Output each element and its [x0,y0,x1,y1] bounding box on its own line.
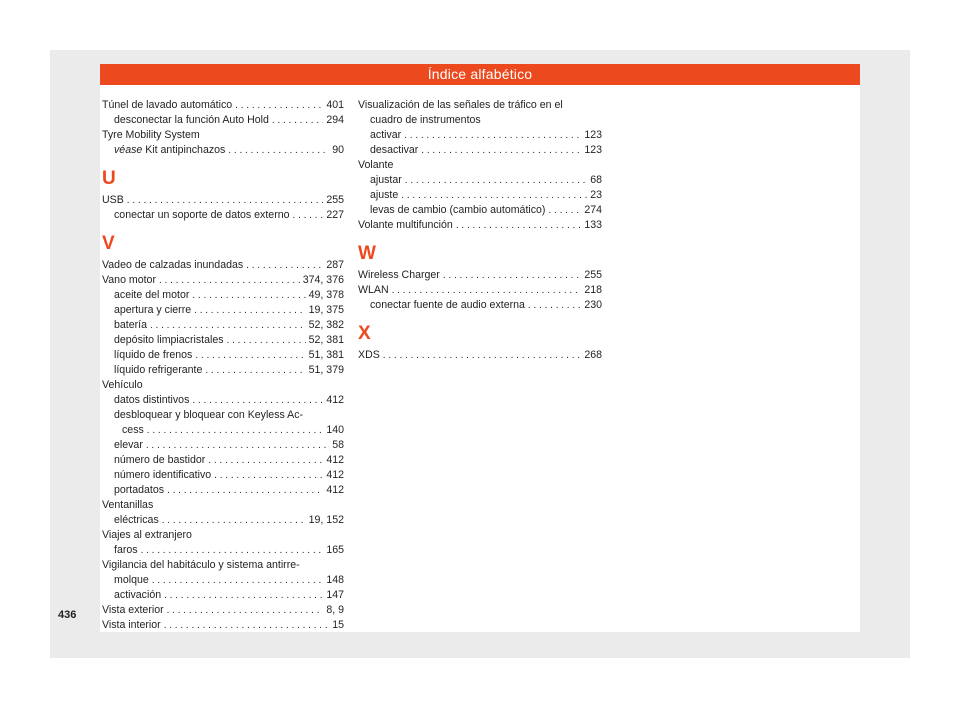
leader-dots [421,143,581,158]
entry-pages: 52, 382 [308,319,344,331]
entry-pages: 255 [584,269,602,281]
index-entry [102,273,344,288]
leader-dots [162,513,306,528]
entry-pages: 58 [332,439,344,451]
entry-term: apertura y cierre [114,304,192,316]
index-subentry [358,173,602,188]
entry-term: depósito limpiacristales [114,334,224,346]
leader-dots [195,348,305,363]
entry-term: molque [114,574,149,586]
index-subentry [102,468,344,483]
entry-term: USB [102,194,124,206]
index-subentry [102,303,344,318]
leader-dots [548,203,581,218]
entry-term: Vano motor [102,274,156,286]
entry-pages: 19, 375 [308,304,344,316]
leader-dots [192,288,305,303]
leader-dots [383,348,582,363]
leader-dots [392,283,582,298]
entry-pages: 52, 381 [308,334,344,346]
entry-term: Vista interior [102,619,161,631]
index-entry [358,268,602,283]
index-subentry [358,298,602,313]
index-entry [102,98,344,113]
entry-term: elevar [114,439,143,451]
entry-pages: 49, 378 [308,289,344,301]
index-heading: Viajes al extranjero [102,529,192,541]
entry-term: Wireless Charger [358,269,440,281]
section-letter-u: U [102,168,116,189]
entry-term: activación [114,589,162,601]
index-subentry [102,208,344,223]
leader-dots [146,438,329,453]
leader-dots [194,303,306,318]
leader-dots [167,603,324,618]
entry-term: Volante multifunción [358,219,453,231]
entry-pages: 68 [590,174,602,186]
index-subentry [358,203,602,218]
entry-pages: 412 [326,484,344,496]
entry-pages: 412 [326,454,344,466]
entry-term: activar [370,129,402,141]
index-entry [102,603,344,618]
section-letter-v: V [102,233,115,254]
entry-term: datos distintivos [114,394,190,406]
leader-dots [528,298,581,313]
leader-dots [214,468,323,483]
entry-term: XDS [358,349,380,361]
entry-pages: 268 [584,349,602,361]
index-entry-continuation [102,573,344,588]
page-title: Índice alfabético [427,66,533,82]
leader-dots [164,588,323,603]
leader-dots [159,273,300,288]
entry-pages: 230 [584,299,602,311]
entry-term: Vista exterior [102,604,164,616]
index-subentry [102,513,344,528]
entry-pages: 51, 381 [308,349,344,361]
leader-dots [167,483,323,498]
leader-dots [404,128,581,143]
entry-pages: 165 [326,544,344,556]
entry-pages: 412 [326,394,344,406]
index-subentry [102,438,344,453]
entry-pages: 140 [326,424,344,436]
entry-pages: 218 [584,284,602,296]
index-subentry-continuation [102,423,344,438]
index-subentry [102,113,344,128]
index-heading: Ventanillas [102,499,154,511]
entry-term: ajustar [370,174,402,186]
entry-pages: 148 [326,574,344,586]
see-reference: véase [114,144,143,156]
entry-term: conectar fuente de audio externa [370,299,525,311]
entry-pages: 123 [584,129,602,141]
entry-term: Túnel de lavado automático [102,99,233,111]
leader-dots [208,453,323,468]
leader-dots [456,218,581,233]
entry-pages: 412 [326,469,344,481]
entry-term: batería [114,319,147,331]
entry-term: Kit antipinchazos [145,144,226,156]
leader-dots [443,268,581,283]
leader-dots [401,188,587,203]
entry-pages: 51, 379 [308,364,344,376]
entry-term: líquido de frenos [114,349,193,361]
index-subentry [358,143,602,158]
entry-pages: 227 [326,209,344,221]
section-letter-w: W [358,243,376,264]
index-entry [358,218,602,233]
entry-pages: 133 [584,219,602,231]
index-subentry [102,348,344,363]
entry-term: conectar un soporte de datos externo [114,209,290,221]
index-column-right [358,98,602,363]
entry-pages: 15 [332,619,344,631]
entry-term: Vadeo de calzadas inundadas [102,259,244,271]
entry-pages: 19, 152 [308,514,344,526]
page-number: 436 [58,609,77,621]
index-entry [358,283,602,298]
entry-pages: 90 [332,144,344,156]
leader-dots [235,98,323,113]
leader-dots [150,318,306,333]
index-entry [102,258,344,273]
index-heading: Tyre Mobility System [102,129,200,141]
index-subentry [102,143,344,158]
index-subentry [102,588,344,603]
leader-dots [147,423,324,438]
entry-term: cess [122,424,144,436]
entry-term: levas de cambio (cambio automático) [370,204,546,216]
leader-dots [192,393,323,408]
index-subentry [102,318,344,333]
entry-pages: 123 [584,144,602,156]
entry-pages: 294 [326,114,344,126]
leader-dots [405,173,587,188]
leader-dots [228,143,329,158]
entry-pages: 401 [326,99,344,111]
index-subentry [102,543,344,558]
leader-dots [152,573,324,588]
index-subentry [102,288,344,303]
index-column-left [102,98,344,633]
index-entry [358,348,602,363]
entry-term: portadatos [114,484,165,496]
index-subentry-wrapped: desbloquear y bloquear con Keyless Ac- [114,409,304,421]
index-heading: Volante [358,159,394,171]
index-subentry [102,393,344,408]
index-subentry [358,188,602,203]
entry-pages: 374, 376 [302,274,344,286]
entry-term: WLAN [358,284,389,296]
leader-dots [164,618,330,633]
entry-pages: 8, 9 [326,604,344,616]
header-bar [100,64,860,85]
index-entry [102,193,344,208]
section-letter-x: X [358,323,371,344]
leader-dots [141,543,324,558]
index-subentry [102,333,344,348]
index-heading: Vehículo [102,379,143,391]
leader-dots [272,113,323,128]
entry-term: aceite del motor [114,289,190,301]
leader-dots [246,258,323,273]
entry-pages: 255 [326,194,344,206]
index-heading-continuation: cuadro de instrumentos [370,114,481,126]
entry-pages: 23 [590,189,602,201]
entry-pages: 147 [326,589,344,601]
entry-term: desconectar la función Auto Hold [114,114,269,126]
index-heading: Vigilancia del habitáculo y sistema antirre- [102,559,300,571]
entry-term: número de bastidor [114,454,206,466]
entry-term: ajuste [370,189,399,201]
index-subentry [102,483,344,498]
entry-term: desactivar [370,144,419,156]
leader-dots [293,208,324,223]
leader-dots [205,363,305,378]
entry-term: faros [114,544,138,556]
index-heading: Visualización de las señales de tráfico en el [358,99,563,111]
index-subentry [102,363,344,378]
entry-pages: 274 [584,204,602,216]
entry-term: número identificativo [114,469,212,481]
index-subentry [358,128,602,143]
index-entry [102,618,344,633]
entry-term: líquido refrigerante [114,364,203,376]
entry-term: eléctricas [114,514,159,526]
leader-dots [227,333,306,348]
entry-pages: 287 [326,259,344,271]
index-subentry [102,453,344,468]
leader-dots [127,193,324,208]
